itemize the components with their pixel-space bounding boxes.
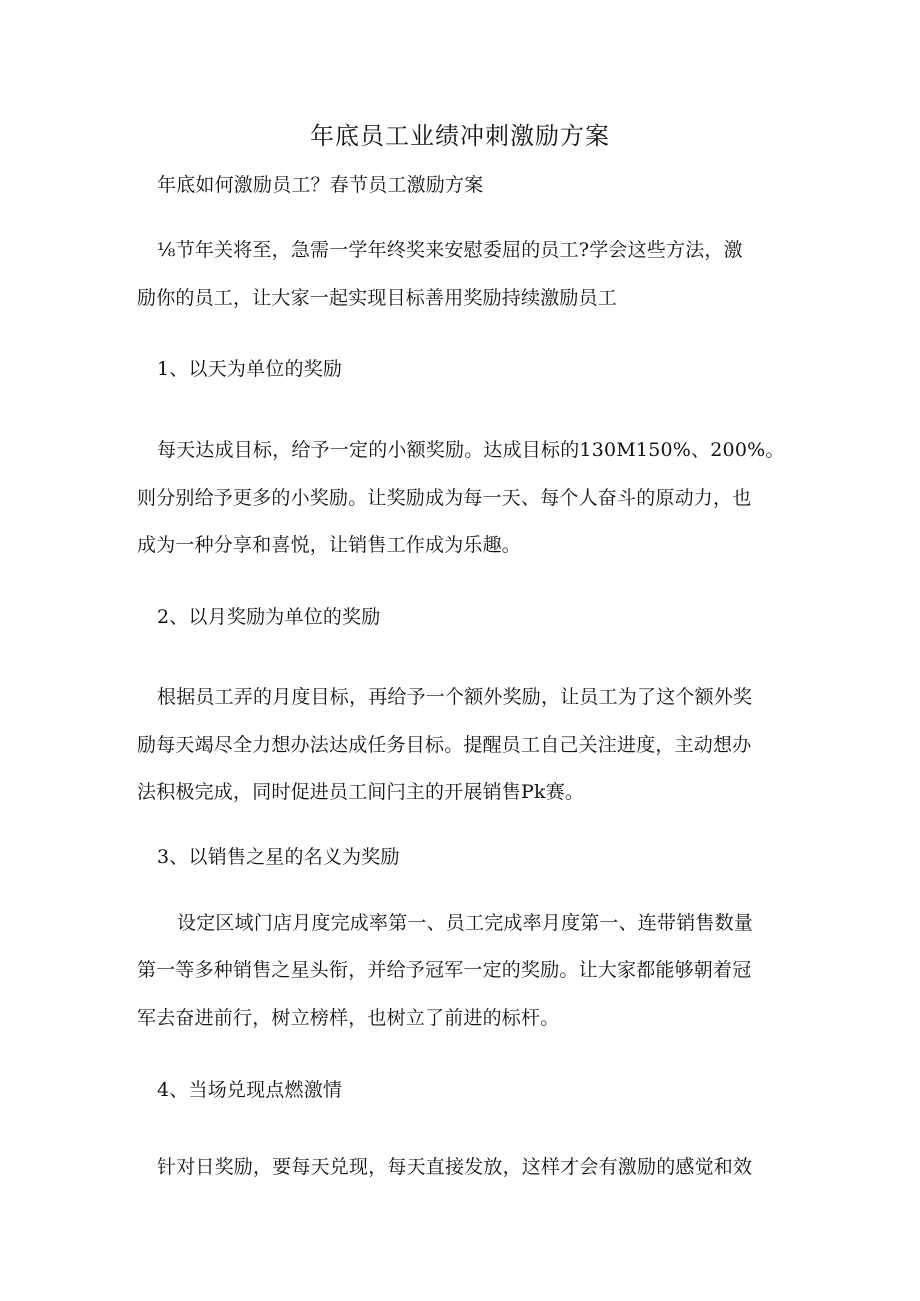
section-1-heading: 1、以天为单位的奖励 xyxy=(157,358,343,380)
document-subtitle: 年底如何激励员工？春节员工激励方案 xyxy=(157,174,484,196)
section-4-heading: 4、当场兑现点燃激情 xyxy=(157,1079,343,1101)
section-3-line-3: 军去奋进前行，树立榜样，也树立了前进的标杆。 xyxy=(137,1007,560,1029)
section-4-line-1: 针对日奖励，要每天兑现，每天直接发放，这样才会有激励的感觉和效 xyxy=(157,1156,753,1178)
section-2-line-2: 励每天竭尽全力想办法达成任务目标。提醒员工自己关注进度，主动想办 xyxy=(137,734,752,756)
section-2-heading: 2、以月奖励为单位的奖励 xyxy=(157,606,381,628)
intro-line-2: 励你的员工，让大家一起实现目标善用奖励持续激励员工 xyxy=(137,287,618,309)
section-3-line-2: 第一等多种销售之星头衔，并给予冠军一定的奖励。让大家都能够朝着冠 xyxy=(137,959,752,981)
section-3-line-1: 设定区域门店月度完成率第一、员工完成率月度第一、连带销售数量 xyxy=(177,912,754,934)
section-1-line-2: 则分别给予更多的小奖励。让奖励成为每一天、每个人奋斗的原动力，也 xyxy=(137,487,752,509)
section-3-heading: 3、以销售之星的名义为奖励 xyxy=(157,846,400,868)
document-title: 年底员工业绩冲刺激励方案 xyxy=(310,122,610,150)
intro-line-1: ⅛节年关将至，急需一学年终奖来安慰委屈的员工?学会这些方法，激 xyxy=(157,239,743,261)
section-2-line-3: 法积极完成，同时促进员工间闩主的开展销售Pk赛。 xyxy=(137,781,585,803)
section-2-line-1: 根据员工弄的月度目标，再给予一个额外奖励，让员工为了这个额外奖 xyxy=(157,686,753,708)
section-1-line-1: 每天达成目标，给予一定的小额奖励。达成目标的130M150%、200%。 xyxy=(157,439,785,461)
section-1-line-3: 成为一种分享和喜悦，让销售工作成为乐趣。 xyxy=(137,534,522,556)
